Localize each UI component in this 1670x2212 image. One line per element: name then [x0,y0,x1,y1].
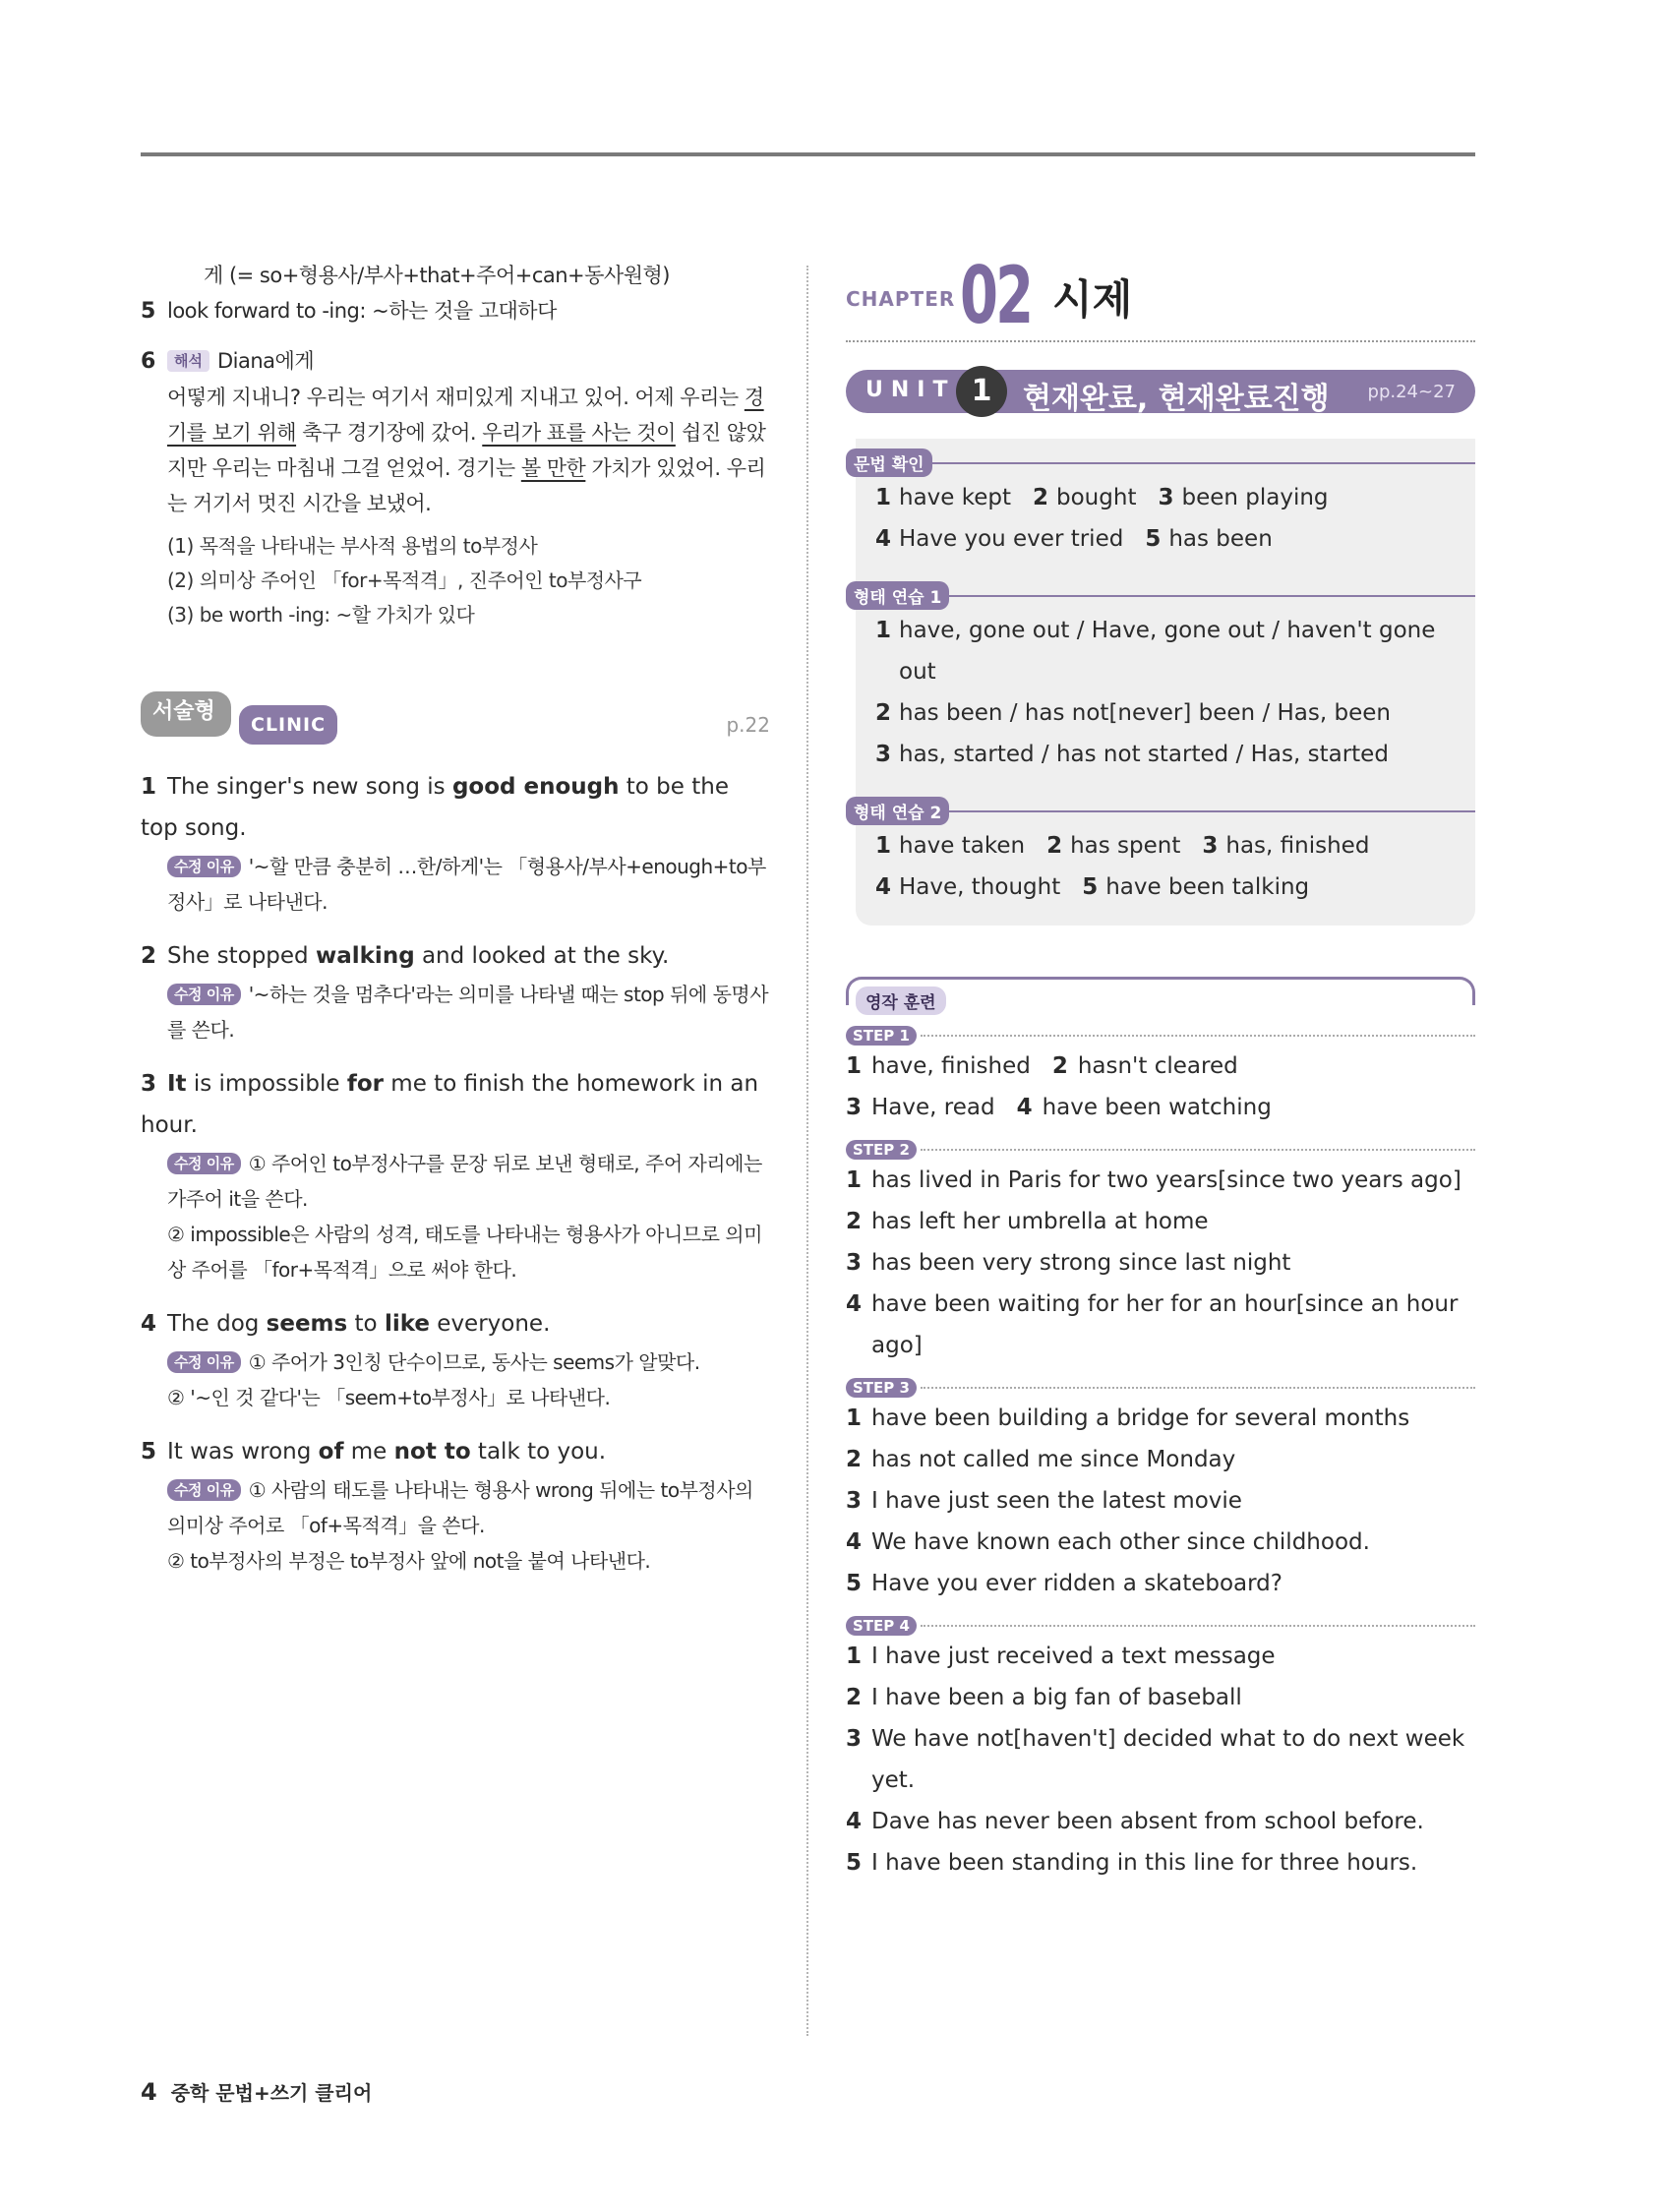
clinic-item-4: 4 The dog seems to like everyone. 수정 이유 ① 주어가 3인칭 단수이므로, 동사는 seems가 알맞다. ② '~인 것 같다'는 「seem+to부정사」로 나타낸다. [141,1311,700,1409]
unit-header [846,370,1475,416]
answer-box [856,439,1475,926]
left-column [141,258,770,1594]
note-2: (2) 의미상 주어인 「for+목적격」, 진주어인 to부정사구 [167,568,642,592]
clinic-label: 서술형 [141,691,231,737]
clinic-item-1: 1 The singer's new song is good enough to be the top song. 수정 이유 '~할 만큼 충분히 …한/하게'는 「형용사/부사+enough+to부정사」로 나타낸다. [141,774,766,914]
answer-item-6: 6 해석 Diana에게 어떻게 지내니? 우리는 여기서 재미있게 지내고 있어. 어제 우리는 경기를 보기 위해 축구 경기장에 갔어. 우리가 표를 사는 것이 쉽진 않았지만 우리는 마침내 그걸 얻었어. 경기는 볼 만한 가치가 있었어. 우리는 거기서 멋진 시간을 보냈어. (1) 목적을 나타내는 부사적 용법의 to부정사 (2) 의미상 주어인 「for+목적격」, 진주어인 to부정사구 (3) be worth -ing: ~할 가치가 있다 [141,343,770,632]
chapter-title: 시제 [1052,275,1133,324]
reason-tag: 수정 이유 [167,856,241,877]
clinic-item-5: 5 It was wrong of me not to talk to you. 수정 이유 ① 사람의 태도를 나타내는 형용사 wrong 뒤에는 to부정사의 의미상 주어로 「of+목적격」을 쓴다. ② to부정사의 부정은 to부정사 앞에 not을 붙여 나타낸다. [141,1439,753,1573]
step-tag: STEP 2 [846,1140,917,1160]
reason-tag: 수정 이유 [167,1479,241,1501]
unit-title: 현재완료, 현재완료진행 [1023,382,1330,416]
right-column [846,250,1475,1883]
step-tag: STEP 3 [846,1378,917,1398]
chapter-header [846,250,1475,341]
reason-tag: 수정 이유 [167,984,241,1005]
form-practice-1-section: 형태 연습 1 1 have, gone out / Have, gone out / haven't gone out 2 has been / has not[never] been / Has, been 3 has, started / has not started / Has, started [856,581,1475,775]
reason-tag: 수정 이유 [167,1351,241,1373]
unit-label: UNIT [865,378,956,402]
clinic-page-ref: p.22 [726,713,770,737]
note-1: (1) 목적을 나타내는 부사적 용법의 to부정사 [167,534,538,558]
step-4: STEP 4 1 I have just received a text message 2 I have been a big fan of baseball 3 We have not[haven't] decided what to do next week yet. 4 Dave has never been absent from school before. 5 I have been standing in this line for three hours. [846,1616,1475,1883]
writing-tag: 영작 훈련 [856,986,946,1015]
answer-item-5: 5 look forward to -ing: ~하는 것을 고대하다 [141,299,557,324]
unit-pages: pp.24~27 [1367,382,1456,402]
column-divider [806,266,808,2036]
form-practice-2-section: 형태 연습 2 1 have taken 2 has spent 3 has, finished 4 Have, thought 5 have been talking [856,797,1475,908]
step-tag: STEP 1 [846,1026,917,1046]
chapter-label: CHAPTER [846,287,956,311]
translation-text: 어떻게 지내니? 우리는 여기서 재미있게 지내고 있어. 어제 우리는 경기를 보기 위해 축구 경기장에 갔어. 우리가 표를 사는 것이 쉽진 않았지만 우리는 마침내 그걸 얻었어. 경기는 볼 만한 가치가 있었어. 우리는 거기서 멋진 시간을 보냈어. [167,386,766,515]
step-2: STEP 2 1 has lived in Paris for two years[since two years ago] 2 has left her umbrella at home 3 has been very strong since last night 4 have been waiting for her for an hour[since an hour ago] [846,1140,1475,1366]
step-1: STEP 1 1 have, finished 2 hasn't cleared 3 Have, read 4 have been watching [846,1026,1475,1128]
haeseok-tag: 해석 [167,350,209,372]
clinic-header [141,691,770,750]
form-practice-1-tag: 형태 연습 1 [846,581,949,610]
grammar-check-tag: 문법 확인 [846,448,932,477]
note-3: (3) be worth -ing: ~할 가치가 있다 [167,603,475,627]
form-practice-2-tag: 형태 연습 2 [846,797,949,825]
step-tag: STEP 4 [846,1616,917,1636]
chapter-divider [846,340,1475,342]
intro-line: 게 (= so+형용사/부사+that+주어+can+동사원형) [204,264,670,287]
clinic-item-2: 2 She stopped walking and looked at the sky. 수정 이유 '~하는 것을 멈추다'라는 의미를 나타낼 때는 stop 뒤에 동명사를 쓴다. [141,943,769,1042]
writing-practice [846,977,1475,1883]
reason-tag: 수정 이유 [167,1153,241,1174]
page-number: 4 [141,2078,157,2106]
step-3: STEP 3 1 have been building a bridge for several months 2 has not called me since Monday 3 I have just seen the latest movie 4 We have known each other since childhood. 5 Have you ever ridden a skateboard? [846,1378,1475,1604]
top-rule [141,152,1475,156]
page-footer [141,2077,372,2106]
unit-number: 1 [956,366,1007,417]
chapter-number: 02 [960,250,1032,341]
book-title: 중학 문법+쓰기 클리어 [170,2081,373,2105]
clinic-badge: CLINIC [239,705,337,745]
grammar-check-section: 문법 확인 1 have kept 2 bought 3 been playing 4 Have you ever tried 5 has been [856,448,1475,560]
clinic-item-3: 3 It is impossible for me to finish the homework in an hour. 수정 이유 ① 주어인 to부정사구를 문장 뒤로 보낸 형태로, 주어 자리에는 가주어 it을 쓴다. ② impossible은 사람의 성격, 태도를 나타내는 형용사가 아니므로 의미상 주어를 「for+목적격」으로 써야 한다. [141,1071,762,1282]
